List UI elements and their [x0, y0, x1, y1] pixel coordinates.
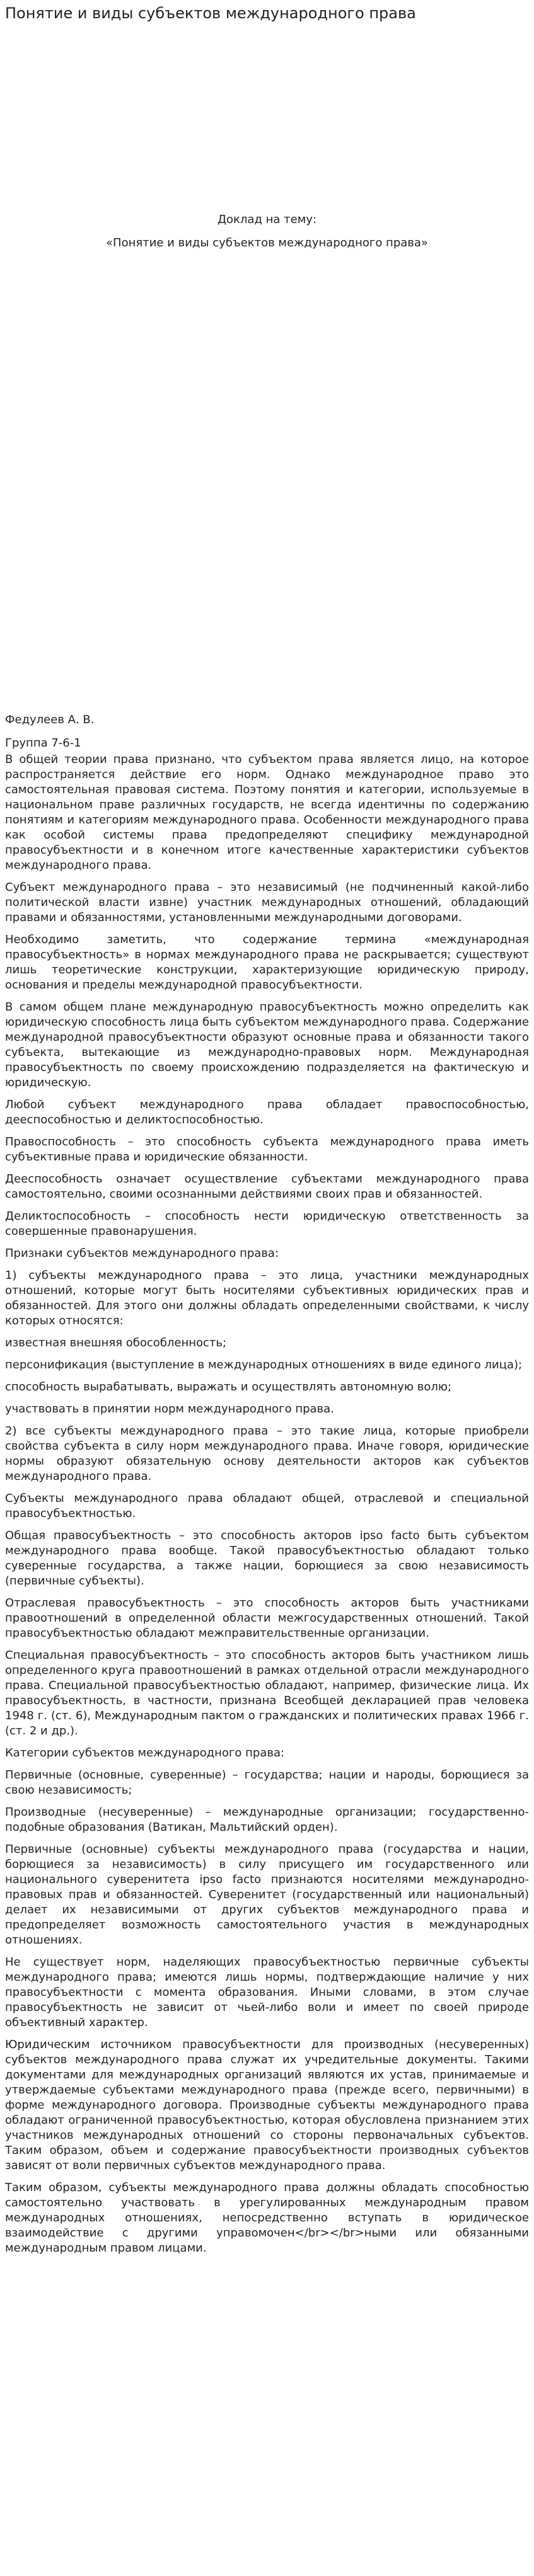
paragraph: Таким образом, субъекты международного права должны обладать способностью самостоятельно участвовать в урегулированных международным правом международных отношениях, непосредственно вступать в юридическое взаимодействие с другими управомочен</br></br>ными или обязанными международным правом лицами.	[5, 2181, 529, 2255]
paragraph: Общая правосубъектность – это способность акторов ipso facto быть субъектом международного права вообще. Такой правосубъектностью обладают только суверенные государства, а также нации, борющиеся за свою независимость (первичные субъекты).	[5, 1529, 529, 1588]
author-block	[5, 708, 529, 755]
paragraph: Правоспособность – это способность субъекта международного права иметь субъективные права и юридические обязанности.	[5, 1135, 529, 1164]
paragraph: Субъекты международного права обладают общей, отраслевой и специальной правосубъектностью.	[5, 1492, 529, 1520]
paragraph: Юридическим источником правосубъектности для производных (несуверенных) субъектов международного права служат их учредительные документы. Такими документами для международных организаций являются их устав, принимаемые и утверждаемые субъектами международного права (прежде всего, первичными) в форме международного договора. Производные субъекты международного права обладают ограниченной правосубъектностью, которая обусловлена признанием этих участников международных отношений со стороны первоначальных субъектов. Таким образом, объем и содержание правосубъектности производных субъектов зависят от воли первичных субъектов международного права.	[5, 2038, 529, 2172]
paragraph: Субъект международного права – это независимый (не подчиненный какой-либо политической власти извне) участник международных отношений, обладающий правами и обязанностями, установленными международными договорами.	[5, 881, 529, 924]
paragraph: В общей теории права признано, что субъектом права является лицо, на которое распространяется действие его норм. Однако международное право это самостоятельная правовая система. Поэтому понятия и категории, используемые в национальном праве различных государств, не всегда идентичны по содержанию понятиям и категориям международного права. Особенности международного права как особой системы права предопределяют специфику международной правосубъектности и в конечном итоге качественные характеристики субъектов международного права.	[5, 753, 529, 872]
paragraph: Признаки субъектов международного права:	[5, 1247, 279, 1260]
paragraph: 2) все субъекты международного права – это такие лица, которые приобрели свойства субъекта в силу норм международного права. Иначе говоря, юридические нормы образуют обязательную основу деятельности акторов как субъектов международного права.	[5, 1424, 529, 1483]
cover-topic: «Понятие и виды субъектов международного права»	[106, 236, 428, 249]
author-group: Группа 7-6-1	[5, 736, 81, 750]
paragraph: Не существует норм, наделяющих правосубъектностью первичные субъекты международного права; имеются лишь нормы, подтверждающие наличие у них правосубъектности с момента образования. Иными словами, в этом случае правосубъектность не зависит от чьей-либо воли и имеет по своей природе объективный характер.	[5, 1955, 529, 2029]
paragraph: участвовать в принятии норм международного права.	[5, 1402, 334, 1416]
paragraph: Категории субъектов международного права:	[5, 1746, 285, 1760]
cover-block	[0, 208, 534, 255]
paragraph: Дееспособность означает осуществление субъектами международного права самостоятельно, своими осознанными действиями своих прав и обязанностей.	[5, 1172, 529, 1201]
author-name: Федулеев А. В.	[5, 713, 95, 726]
paragraph: Первичные (основные, суверенные) – государства; нации и народы, борющиеся за свою независимость;	[5, 1768, 529, 1797]
paragraph: Производные (несуверенные) – международные организации; государственно-подобные образования (Ватикан, Мальтийский орден).	[5, 1806, 529, 1834]
paragraph: Любой субъект международного права обладает правоспособностью, дееспособностью и деликтоспособностью.	[5, 1098, 529, 1126]
paragraph: персонификация (выступление в международных отношениях в виде единого лица);	[5, 1358, 523, 1371]
page-title: Понятие и виды субъектов международного права	[5, 4, 416, 22]
paragraph: известная внешняя обособленность;	[5, 1336, 227, 1349]
paragraph: В самом общем плане международную правосубъектность можно определить как юридическую способность лица быть субъектом международного права. Содержание международной правосубъектности образуют основные права и обязанности такого субъекта, вытекающие из международно-правовых норм. Международная правосубъектность по своему происхождению подразделяется на фактическую и юридическую.	[5, 1000, 529, 1089]
document-body	[5, 752, 529, 2263]
paragraph: 1) субъекты международного права – это лица, участники международных отношений, которые могут быть носителями субъективных юридических прав и обязанностей. Для этого они должны обладать определенными свойствами, к числу которых относятся:	[5, 1269, 529, 1327]
paragraph: Отраслевая правосубъектность – это способность акторов быть участниками правоотношений в определенной области межгосударственных отношений. Такой правосубъектностью обладают межправительственные организации.	[5, 1596, 529, 1640]
paragraph: Специальная правосубъектность – это способность акторов быть участником лишь определенного круга правоотношений в рамках отдельной отрасли международного права. Специальной правосубъектностью обладают, например, физические лица. Их правосубъектность, в частности, признана Всеобщей декларацией прав человека 1948 г. (ст. 6), Международным пактом о гражданских и политических правах 1966 г. (ст. 2 и др.).	[5, 1649, 529, 1737]
paragraph: способность вырабатывать, выражать и осуществлять автономную волю;	[5, 1380, 452, 1394]
paragraph: Необходимо заметить, что содержание термина «международная правосубъектность» в нормах международного права не раскрывается; существуют лишь теоретические конструкции, характеризующие юридическую природу, основания и пределы международной правосубъектности.	[5, 933, 529, 992]
paragraph: Деликтоспособность – способность нести юридическую ответственность за совершенные правонарушения.	[5, 1210, 529, 1238]
paragraph: Первичные (основные) субъекты международного права (государства и нации, борющиеся за независимость) в силу присущего им государственного или национального суверенитета ipso facto признаются носителями международно-правовых прав и обязанностей. Суверенитет (государственный или национальный) делает их независимыми от других субъектов международного права и предопределяет возможность самостоятельного участия в международных отношениях.	[5, 1843, 529, 1947]
cover-heading: Доклад на тему:	[217, 213, 317, 226]
